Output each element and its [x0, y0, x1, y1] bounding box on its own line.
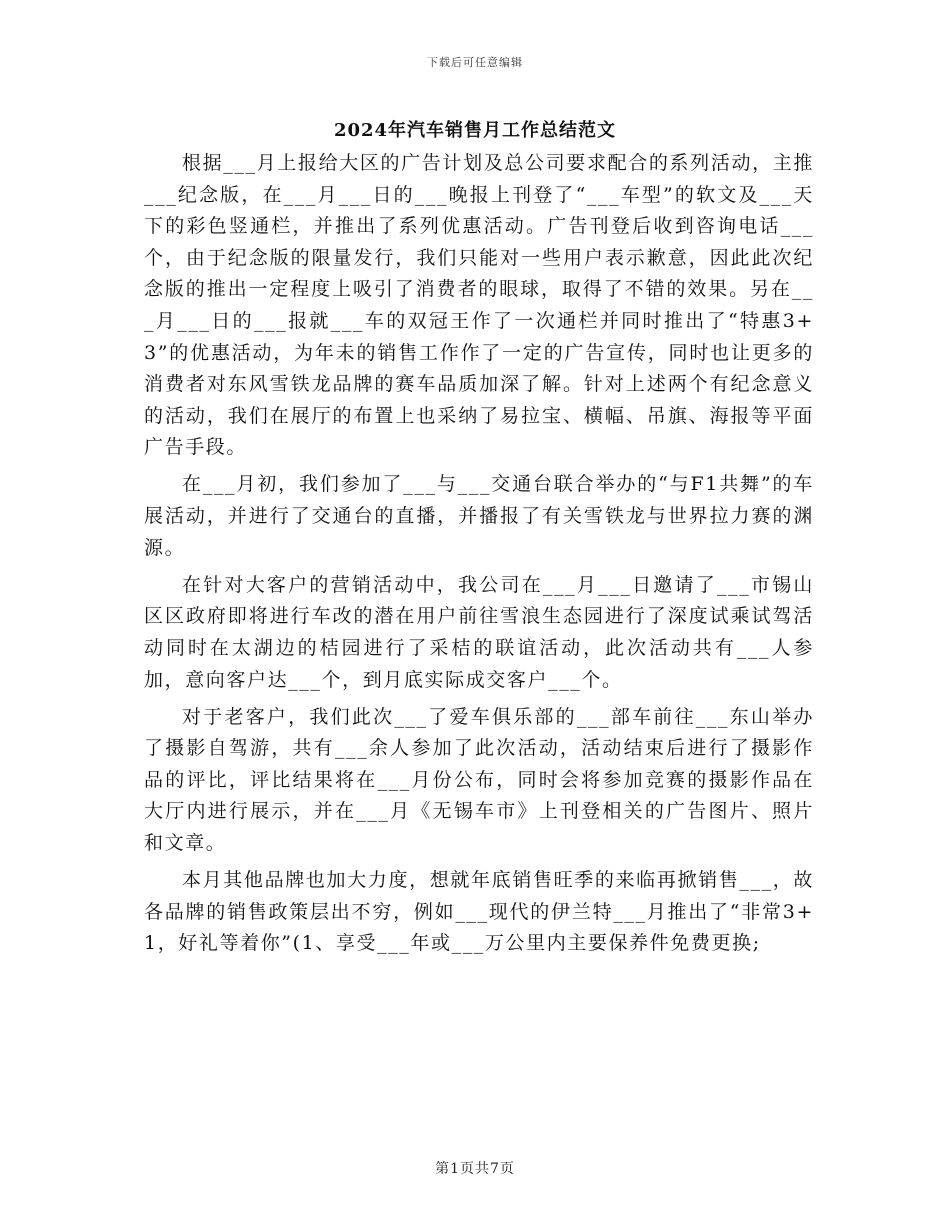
paragraph-auto-show: 在___月初，我们参加了___与___交通台联合举办的“与F1共舞”的车展活动，并进行了交通台的直播，并播报了有关雪铁龙与世界拉力赛的渊源。 — [144, 473, 814, 559]
document-title: 2024年汽车销售月工作总结范文 — [333, 120, 617, 141]
paragraph-advertising: 根据___月上报给大区的广告计划及总公司要求配合的系列活动，主推___纪念版，在___月___日的___晚报上刊登了“___车型”的软文及___天下的彩色竖通栏，并推出了系列优惠活动。广告刊登后收到咨询电话___个，由于纪念版的限量发行，我们只能对一些用户表示歉意，因此此次纪念版的推出一定程度上吸引了消费者的眼球，取得了不错的效果。另在___月___日的___报就___车的双冠王作了一次通栏并同时推出了“特惠3+3”的优惠活动，为年未的销售工作作了一定的广告宣传，同时也让更多的消费者对东风雪铁龙品牌的赛车品质加深了解。针对上述两个有纪念意义的活动，我们在展厅的布置上也采纳了易拉宝、横幅、吊旗、海报等平面广告手段。 — [144, 152, 814, 459]
page-number: 第1页共7页 — [435, 1161, 515, 1177]
paragraph-key-accounts: 在针对大客户的营销活动中，我公司在___月___日邀请了___市锡山区区政府即将进行车改的潜在用户前往雪浪生态园进行了深度试乘试驾活动同时在太湖边的桔园进行了采桔的联谊活动，此次活动共有___人参加，意向客户达___个，到月底实际成交客户___个。 — [144, 573, 814, 691]
page-header-note: 下载后可任意编辑 — [427, 56, 523, 69]
document-body — [144, 148, 814, 965]
paragraph-competitors: 本月其他品牌也加大力度，想就年底销售旺季的来临再掀销售___，故各品牌的销售政策层出不穷，例如___现代的伊兰特___月推出了“非常3+1，好礼等着你”(1、享受___年或___万公里内主要保养件免费更换; — [144, 869, 814, 955]
paragraph-existing-customers: 对于老客户，我们此次___了爱车俱乐部的___部车前往___东山举办了摄影自驾游，共有___余人参加了此次活动，活动结束后进行了摄影作品的评比，评比结果将在___月份公布，同时会将参加竞赛的摄影作品在大厅内进行展示，并在___月《无锡车市》上刊登相关的广告图片、照片和文章。 — [144, 705, 814, 854]
